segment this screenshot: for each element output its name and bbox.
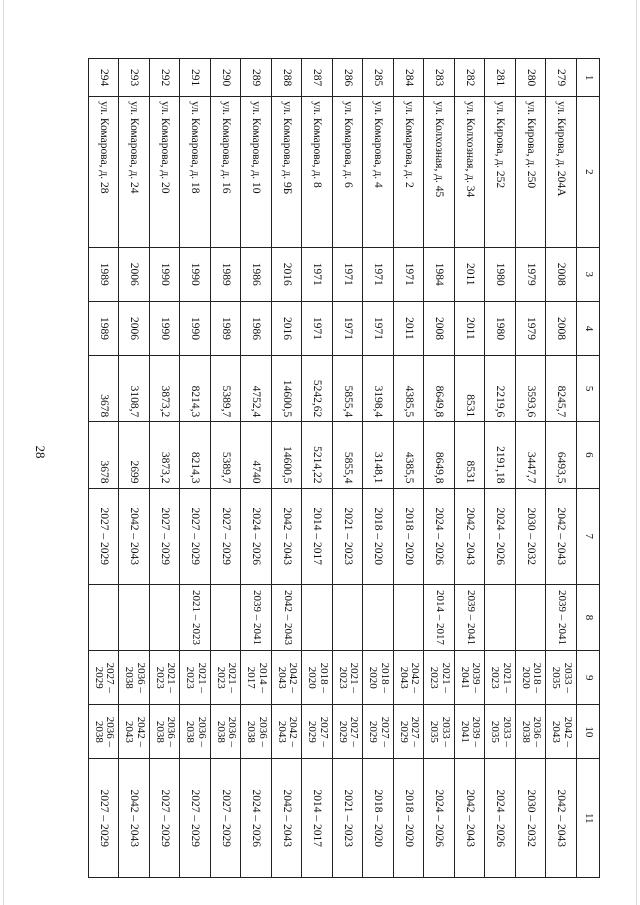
repair-period-cell: 2042 – 2043 (455, 488, 486, 584)
address-cell: ул. Кирова, д. 252 (485, 97, 516, 248)
row-number-cell: 292 (150, 59, 181, 97)
period-col9-cell: 2018 – 2020 (516, 651, 547, 705)
total-area-cell: 8531 (455, 356, 486, 422)
address-cell: ул. Комарова, д. 20 (150, 97, 181, 248)
year-commissioned-cell: 1989 (89, 301, 120, 355)
row-number-cell: 290 (211, 59, 242, 97)
period-col11-cell: 2027 – 2029 (150, 759, 181, 878)
period-col9-cell: 2021 – 2023 (424, 651, 455, 705)
period-col11-cell: 2024 – 2026 (424, 759, 455, 878)
column-header-9: 9 (577, 651, 600, 705)
total-area-cell: 5389,7 (211, 356, 242, 422)
period-col8-cell: 2042 – 2043 (272, 584, 303, 650)
year-built-cell: 2008 (546, 247, 577, 301)
period-col10-cell: 2036 – 2038 (516, 705, 547, 759)
row-number-cell: 282 (455, 59, 486, 97)
year-commissioned-cell: 1986 (241, 301, 272, 355)
period-col11-cell: 2024 – 2026 (241, 759, 272, 878)
total-area-cell: 3198,4 (363, 356, 394, 422)
year-built-cell: 1986 (241, 247, 272, 301)
period-col8-cell: 2014 – 2017 (424, 584, 455, 650)
period-col8-cell (150, 584, 181, 650)
year-built-cell: 1971 (333, 247, 364, 301)
living-area-cell: 4385,5 (394, 422, 425, 488)
repair-period-cell: 2021 – 2023 (333, 488, 364, 584)
period-col8-cell (333, 584, 364, 650)
table-row (272, 59, 303, 878)
total-area-cell: 8649,8 (424, 356, 455, 422)
period-col9-cell: 2021 – 2023 (150, 651, 181, 705)
period-col9-cell: 2018 – 2020 (363, 651, 394, 705)
living-area-cell: 5214,22 (302, 422, 333, 488)
page-number: 28 (33, 445, 48, 459)
period-col10-cell: 2036 – 2038 (211, 705, 242, 759)
row-number-cell: 284 (394, 59, 425, 97)
row-number-cell: 286 (333, 59, 364, 97)
period-col8-cell: 2039 – 2041 (455, 584, 486, 650)
row-number-cell: 288 (272, 59, 303, 97)
period-col8-cell: 2039 – 2041 (546, 584, 577, 650)
year-commissioned-cell: 1971 (302, 301, 333, 355)
period-col8-cell (302, 584, 333, 650)
period-col11-cell: 2042 – 2043 (119, 759, 150, 878)
table-row (424, 59, 455, 878)
address-cell: ул. Комарова, д. 6 (333, 97, 364, 248)
table-row (516, 59, 547, 878)
repair-period-cell: 2024 – 2026 (241, 488, 272, 584)
period-col8-cell (485, 584, 516, 650)
living-area-cell: 8649,8 (424, 422, 455, 488)
repair-period-cell: 2027 – 2029 (150, 488, 181, 584)
total-area-cell: 4752,4 (241, 356, 272, 422)
living-area-cell: 4740 (241, 422, 272, 488)
period-col10-cell: 2036 – 2038 (150, 705, 181, 759)
row-number-cell: 287 (302, 59, 333, 97)
period-col10-cell: 2042 – 2043 (119, 705, 150, 759)
table-row (180, 59, 211, 878)
table-row (211, 59, 242, 878)
living-area-cell: 3447,7 (516, 422, 547, 488)
period-col11-cell: 2018 – 2020 (363, 759, 394, 878)
table-row (485, 59, 516, 878)
living-area-cell: 6493,5 (546, 422, 577, 488)
total-area-cell: 4385,5 (394, 356, 425, 422)
period-col9-cell: 2027 – 2029 (89, 651, 120, 705)
table-row (302, 59, 333, 878)
period-col10-cell: 2027 – 2029 (333, 705, 364, 759)
period-col8-cell (89, 584, 120, 650)
period-col11-cell: 2018 – 2020 (394, 759, 425, 878)
address-cell: ул. Комарова, д. 10 (241, 97, 272, 248)
period-col11-cell: 2042 – 2043 (272, 759, 303, 878)
column-header-6: 6 (577, 422, 600, 488)
period-col10-cell: 2033 – 2035 (485, 705, 516, 759)
repair-period-cell: 2027 – 2029 (211, 488, 242, 584)
period-col9-cell: 2021 – 2023 (211, 651, 242, 705)
table-row (455, 59, 486, 878)
year-commissioned-cell: 2011 (455, 301, 486, 355)
year-built-cell: 2016 (272, 247, 303, 301)
living-area-cell: 2191,18 (485, 422, 516, 488)
row-number-cell: 285 (363, 59, 394, 97)
year-commissioned-cell: 1990 (180, 301, 211, 355)
address-cell: ул. Кирова, д. 204А (546, 97, 577, 248)
address-cell: ул. Комарова, д. 4 (363, 97, 394, 248)
repair-period-cell: 2042 – 2043 (119, 488, 150, 584)
year-commissioned-cell: 1971 (333, 301, 364, 355)
address-cell: ул. Колхозная, д. 45 (424, 97, 455, 248)
period-col11-cell: 2024 – 2026 (485, 759, 516, 878)
address-cell: ул. Комарова, д. 9Б (272, 97, 303, 248)
year-built-cell: 1971 (363, 247, 394, 301)
address-cell: ул. Комарова, д. 8 (302, 97, 333, 248)
total-area-cell: 3873,2 (150, 356, 181, 422)
row-number-cell: 280 (516, 59, 547, 97)
address-cell: ул. Комарова, д. 16 (211, 97, 242, 248)
repair-period-cell: 2027 – 2029 (180, 488, 211, 584)
address-cell: ул. Кирова, д. 250 (516, 97, 547, 248)
living-area-cell: 5389,7 (211, 422, 242, 488)
period-col9-cell: 2021 – 2023 (333, 651, 364, 705)
period-col9-cell: 2018 – 2020 (302, 651, 333, 705)
table-container (88, 58, 600, 878)
period-col10-cell: 2036 – 2038 (180, 705, 211, 759)
repair-period-cell: 2024 – 2026 (424, 488, 455, 584)
year-commissioned-cell: 2006 (119, 301, 150, 355)
period-col8-cell (119, 584, 150, 650)
period-col10-cell: 2042 – 2043 (546, 705, 577, 759)
year-built-cell: 2011 (455, 247, 486, 301)
period-col10-cell: 2039 – 2041 (455, 705, 486, 759)
living-area-cell: 5855,4 (333, 422, 364, 488)
total-area-cell: 8245,7 (546, 356, 577, 422)
total-area-cell: 8214,3 (180, 356, 211, 422)
year-built-cell: 1989 (211, 247, 242, 301)
period-col10-cell: 2027 – 2029 (394, 705, 425, 759)
column-header-4: 4 (577, 301, 600, 355)
repair-period-cell: 2042 – 2043 (546, 488, 577, 584)
year-built-cell: 1990 (180, 247, 211, 301)
living-area-cell: 8531 (455, 422, 486, 488)
year-commissioned-cell: 2008 (546, 301, 577, 355)
column-header-3: 3 (577, 247, 600, 301)
year-commissioned-cell: 1990 (150, 301, 181, 355)
column-header-7: 7 (577, 488, 600, 584)
total-area-cell: 3678 (89, 356, 120, 422)
repair-period-cell: 2018 – 2020 (363, 488, 394, 584)
row-number-cell: 279 (546, 59, 577, 97)
table-row (394, 59, 425, 878)
address-cell: ул. Комарова, д. 28 (89, 97, 120, 248)
living-area-cell: 14600,5 (272, 422, 303, 488)
table-row (363, 59, 394, 878)
year-built-cell: 1990 (150, 247, 181, 301)
row-number-cell: 294 (89, 59, 120, 97)
period-col8-cell: 2021 – 2023 (180, 584, 211, 650)
column-header-10: 10 (577, 705, 600, 759)
period-col8-cell (363, 584, 394, 650)
scan-edge-left (3, 0, 4, 905)
total-area-cell: 2219,6 (485, 356, 516, 422)
row-number-cell: 293 (119, 59, 150, 97)
year-built-cell: 1980 (485, 247, 516, 301)
period-col9-cell: 2036 – 2038 (119, 651, 150, 705)
table-row (150, 59, 181, 878)
period-col8-cell: 2039 – 2041 (241, 584, 272, 650)
year-built-cell: 1971 (302, 247, 333, 301)
period-col9-cell: 2014 – 2017 (241, 651, 272, 705)
year-built-cell: 1984 (424, 247, 455, 301)
period-col11-cell: 2027 – 2029 (211, 759, 242, 878)
period-col11-cell: 2014 – 2017 (302, 759, 333, 878)
period-col8-cell (394, 584, 425, 650)
table-row (241, 59, 272, 878)
year-commissioned-cell: 1989 (211, 301, 242, 355)
repair-period-cell: 2030 – 2032 (516, 488, 547, 584)
year-built-cell: 1989 (89, 247, 120, 301)
year-commissioned-cell: 1980 (485, 301, 516, 355)
living-area-cell: 3678 (89, 422, 120, 488)
period-col11-cell: 2042 – 2043 (455, 759, 486, 878)
period-col11-cell: 2021 – 2023 (333, 759, 364, 878)
period-col9-cell: 2042 – 2043 (272, 651, 303, 705)
period-col10-cell: 2042 – 2043 (272, 705, 303, 759)
address-cell: ул. Комарова, д. 2 (394, 97, 425, 248)
table-row (119, 59, 150, 878)
column-header-5: 5 (577, 356, 600, 422)
year-built-cell: 1979 (516, 247, 547, 301)
period-col11-cell: 2027 – 2029 (180, 759, 211, 878)
column-header-11: 11 (577, 759, 600, 878)
table-row (546, 59, 577, 878)
period-col8-cell (211, 584, 242, 650)
period-col9-cell: 2042 – 2043 (394, 651, 425, 705)
year-commissioned-cell: 2016 (272, 301, 303, 355)
total-area-cell: 5855,4 (333, 356, 364, 422)
year-commissioned-cell: 2011 (394, 301, 425, 355)
period-col11-cell: 2030 – 2032 (516, 759, 547, 878)
period-col9-cell: 2039 – 2041 (455, 651, 486, 705)
total-area-cell: 5242,62 (302, 356, 333, 422)
repair-period-cell: 2018 – 2020 (394, 488, 425, 584)
year-built-cell: 1971 (394, 247, 425, 301)
total-area-cell: 3593,6 (516, 356, 547, 422)
repair-period-cell: 2014 – 2017 (302, 488, 333, 584)
address-cell: ул. Колхозная, д. 34 (455, 97, 486, 248)
total-area-cell: 14600,5 (272, 356, 303, 422)
repair-period-cell: 2024 – 2026 (485, 488, 516, 584)
period-col10-cell: 2027 – 2029 (302, 705, 333, 759)
living-area-cell: 2699 (119, 422, 150, 488)
period-col11-cell: 2042 – 2043 (546, 759, 577, 878)
period-col11-cell: 2027 – 2029 (89, 759, 120, 878)
year-commissioned-cell: 1971 (363, 301, 394, 355)
column-header-2: 2 (577, 97, 600, 248)
address-cell: ул. Комарова, д. 18 (180, 97, 211, 248)
year-commissioned-cell: 2008 (424, 301, 455, 355)
housing-repair-schedule-table (88, 58, 600, 878)
living-area-cell: 8214,3 (180, 422, 211, 488)
period-col9-cell: 2021 – 2023 (485, 651, 516, 705)
period-col9-cell: 2033 – 2035 (546, 651, 577, 705)
period-col10-cell: 2036 – 2038 (241, 705, 272, 759)
repair-period-cell: 2027 – 2029 (89, 488, 120, 584)
table-row (333, 59, 364, 878)
period-col8-cell (516, 584, 547, 650)
row-number-cell: 289 (241, 59, 272, 97)
repair-period-cell: 2042 – 2043 (272, 488, 303, 584)
row-number-cell: 281 (485, 59, 516, 97)
row-number-cell: 291 (180, 59, 211, 97)
scan-edge-right (636, 0, 637, 905)
total-area-cell: 3108,7 (119, 356, 150, 422)
year-commissioned-cell: 1979 (516, 301, 547, 355)
period-col9-cell: 2021 – 2023 (180, 651, 211, 705)
period-col10-cell: 2036 – 2038 (89, 705, 120, 759)
period-col10-cell: 2027 – 2029 (363, 705, 394, 759)
column-header-1: 1 (577, 59, 600, 97)
period-col10-cell: 2033 – 2035 (424, 705, 455, 759)
address-cell: ул. Комарова, д. 24 (119, 97, 150, 248)
column-header-8: 8 (577, 584, 600, 650)
column-number-row (577, 59, 600, 878)
living-area-cell: 3148,1 (363, 422, 394, 488)
year-built-cell: 2006 (119, 247, 150, 301)
living-area-cell: 3873,2 (150, 422, 181, 488)
row-number-cell: 283 (424, 59, 455, 97)
table-row (89, 59, 120, 878)
